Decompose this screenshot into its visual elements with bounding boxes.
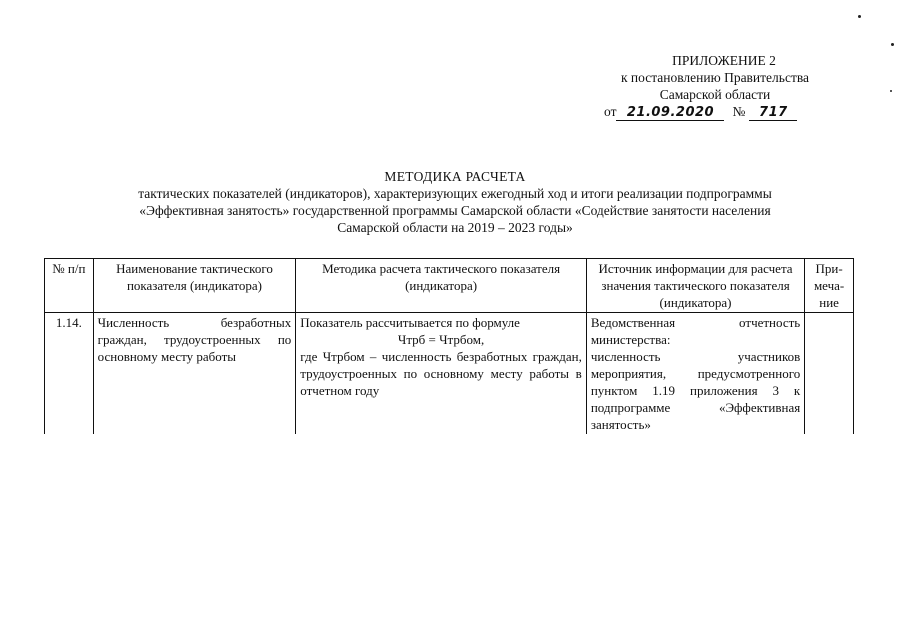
cell-num: 1.14. <box>45 313 94 435</box>
indicator-table <box>44 258 854 434</box>
title-line-2: «Эффективная занятость» государственной программы Самарской области «Содействие занятости населения <box>139 203 771 218</box>
region-line: Самарской области <box>659 87 771 102</box>
table-header-row <box>45 259 854 313</box>
header-num: № п/п <box>45 259 94 313</box>
approval-header <box>600 52 830 121</box>
method-description: где Чтрбом – численность безработных граждан, трудоустроенных по основному месту работы в отчетном году <box>300 349 582 398</box>
header-note: При-меча-ние <box>805 259 854 313</box>
appendix-label: ПРИЛОЖЕНИЕ 2 <box>672 53 776 68</box>
title-line-3: Самарской области на 2019 – 2023 годы» <box>337 220 573 235</box>
source-line-1: Ведомственная отчетность министерства: <box>590 315 801 347</box>
header-method: Методика расчета тактического показателя (индикатора) <box>296 259 587 313</box>
header-name: Наименование тактического показателя (индикатора) <box>93 259 296 313</box>
cell-source <box>586 313 804 435</box>
handwritten-number: 717 <box>749 105 797 121</box>
date-number-line <box>600 103 830 121</box>
method-formula: Чтрб = Чтрбом, <box>397 332 485 347</box>
title-main: МЕТОДИКА РАСЧЕТА <box>384 169 526 184</box>
title-line-1: тактических показателей (индикаторов), характеризующих ежегодный ход и итоги реализации подпрограммы <box>138 186 772 201</box>
scan-speck <box>891 43 894 46</box>
cell-method <box>296 313 587 435</box>
date-prefix: от <box>604 104 617 119</box>
method-intro: Показатель рассчитывается по формуле <box>300 315 520 330</box>
cell-note <box>805 313 854 435</box>
number-label: № <box>732 104 746 119</box>
scan-speck <box>858 15 861 18</box>
resolution-line: к постановлению Правительства <box>620 70 810 85</box>
handwritten-date: 21.09.2020 <box>616 105 724 121</box>
document-title <box>90 168 820 236</box>
cell-name: Численность безработных граждан, трудоустроенных по основному месту работы <box>93 313 296 435</box>
header-source: Источник информации для расчета значения тактического показателя (индикатора) <box>586 259 804 313</box>
table-row <box>45 313 854 435</box>
scan-speck <box>890 90 892 92</box>
source-line-2: численность участников мероприятия, предусмотренного пунктом 1.19 приложения 3 к подпрограмме «Эффективная занятость» <box>590 349 801 432</box>
